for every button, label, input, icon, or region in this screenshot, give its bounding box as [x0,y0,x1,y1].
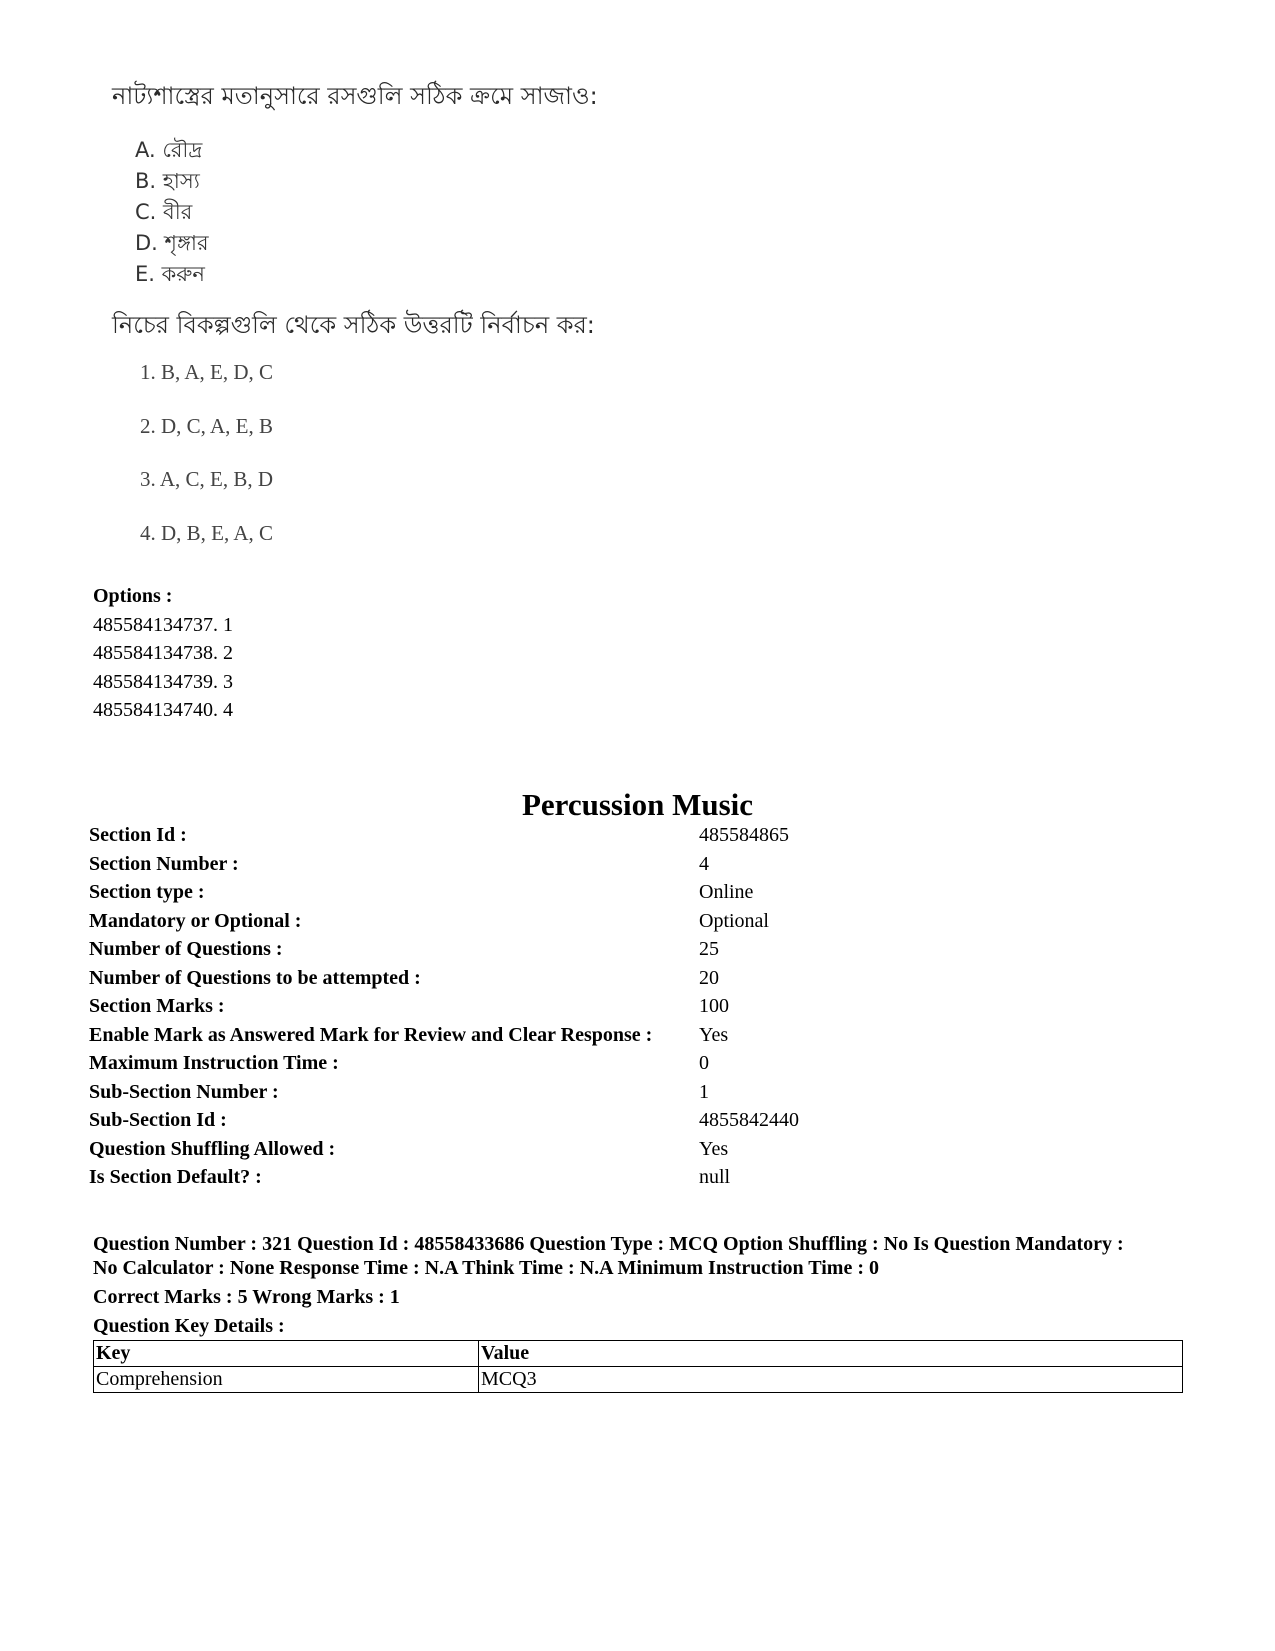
options-block [93,582,233,725]
list-item: E. করুন [135,262,205,286]
option-item: 485584134737. 1 [93,613,233,636]
detail-value: null [699,1166,731,1188]
table-header-cell: Key [94,1341,479,1367]
detail-value: 25 [699,938,719,960]
question-meta-line: No Calculator : None Response Time : N.A Think Time : N.A Minimum Instruction Time : 0 [93,1257,879,1279]
detail-key: Enable Mark as Answered Mark for Review and Clear Response : [89,1023,653,1046]
detail-value: 20 [699,966,719,989]
answer-choices [140,360,273,574]
answer-choice: 2. D, C, A, E, B [140,413,274,438]
detail-key: Sub-Section Number : [89,1080,279,1103]
detail-key: Sub-Section Id : [89,1109,227,1131]
detail-value: 4855842440 [699,1109,799,1131]
question-meta-line: Question Number : 321 Question Id : 48558433686 Question Type : MCQ Option Shuffling : No Is Question Mandatory : [93,1233,1124,1255]
question-prompt: নিচের বিকল্পগুলি থেকে সঠিক উত্তরটি নির্বাচন কর: [112,311,595,339]
detail-key: Is Section Default? : [89,1166,262,1188]
rasa-items-list [135,135,209,290]
table-cell: Comprehension [94,1367,479,1393]
section-title: Percussion Music [521,787,754,822]
detail-value: Optional [699,909,769,932]
detail-value: 4 [699,852,709,875]
detail-value: 1 [699,1080,709,1103]
table-row [94,1367,1183,1393]
detail-value: Yes [699,1023,729,1046]
list-item: B. হাস্য [135,169,200,193]
detail-key: Mandatory or Optional : [89,909,302,932]
detail-value: 0 [699,1052,709,1074]
detail-key: Maximum Instruction Time : [89,1052,339,1074]
question-meta [93,1232,1193,1338]
list-item: D. শৃঙ্গার [135,231,209,255]
detail-value: 100 [699,995,729,1017]
option-item: 485584134738. 2 [93,642,233,664]
table-header-row [94,1341,1183,1367]
answer-choice: 4. D, B, E, A, C [140,520,274,545]
key-details-label: Question Key Details : [93,1315,285,1337]
table-cell: MCQ3 [479,1367,1183,1393]
detail-value: Yes [699,1137,729,1160]
option-item: 485584134739. 3 [93,670,233,693]
answer-choice: 1. B, A, E, D, C [140,360,274,384]
key-details-table [93,1340,1183,1393]
marks-line: Correct Marks : 5 Wrong Marks : 1 [93,1286,400,1308]
options-header: Options : [93,585,173,607]
option-item: 485584134740. 4 [93,699,233,721]
table-header-cell: Value [479,1341,1183,1367]
detail-value: Online [699,881,754,903]
answer-choice: 3. A, C, E, B, D [140,467,274,491]
list-item: C. বীর [135,200,193,224]
detail-key: Section Marks : [89,995,225,1017]
detail-key: Question Shuffling Allowed : [89,1137,336,1160]
detail-key: Section type : [89,881,205,903]
detail-key: Number of Questions : [89,938,283,960]
detail-key: Section Number : [89,852,239,875]
list-item: A. রৌদ্র [135,138,203,162]
detail-key: Number of Questions to be attempted : [89,966,421,989]
detail-value: 485584865 [699,824,789,846]
question-instruction: নাট্যশাস্ত্রের মতানুসারে রসগুলি সঠিক ক্রমে সাজাও: [112,82,598,110]
detail-key: Section Id : [89,824,187,846]
